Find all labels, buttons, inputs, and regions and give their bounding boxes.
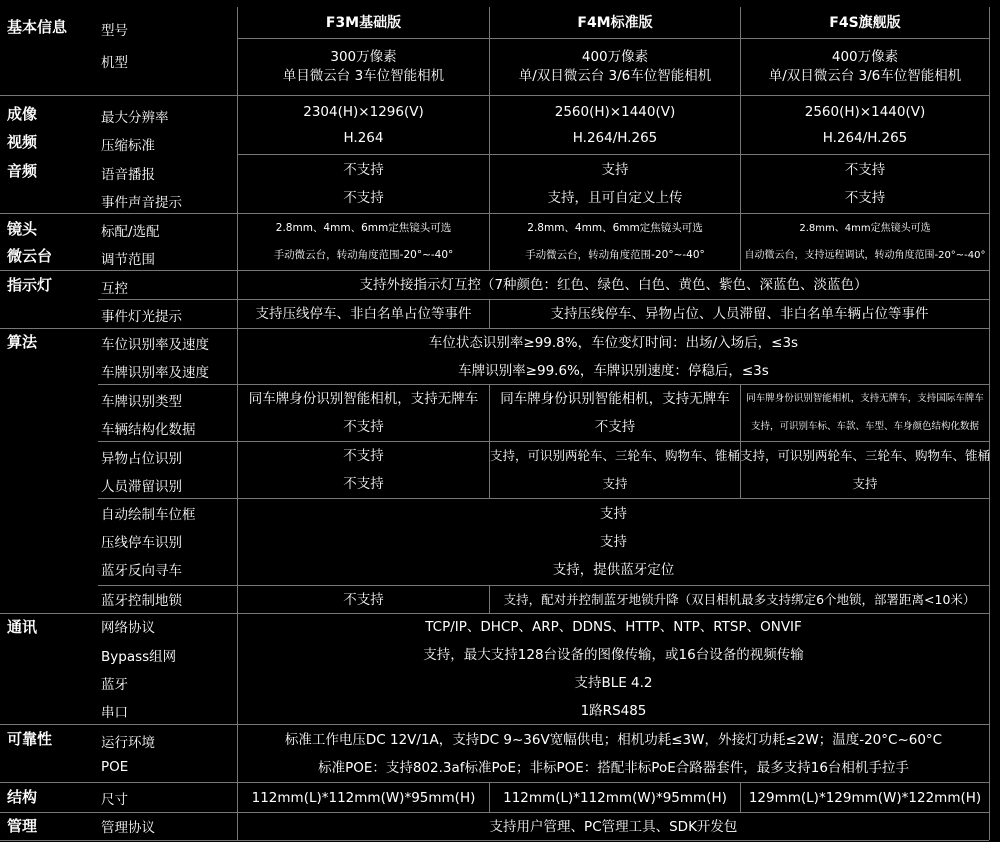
item-codec: 压缩标准	[101, 138, 155, 154]
category-structure: 结构	[7, 788, 38, 806]
ptype-f4s: 同车牌身份识别智能相机，支持无牌车，支持国际车牌车 支持，可识别车标、车款、车型、车身颜色结构化数据	[746, 393, 984, 432]
category-video: 视频	[7, 133, 38, 151]
item-mgmt-proto: 管理协议	[101, 820, 155, 836]
comm-all: TCP/IP、DHCP、ARP、DDNS、HTTP、NTP、RTSP、ONVIF 支持，最大支持128台设备的图像传输，或16台设备的视频传输 支持BLE 4.2 1路RS485	[423, 619, 804, 719]
category-reliability: 可靠性	[7, 730, 53, 748]
item-net: 网络协议	[101, 620, 155, 636]
fobj-f3m: 不支持 不支持	[343, 448, 384, 492]
model-f4m: F4M标准版	[577, 14, 653, 31]
grid-line	[989, 328, 990, 498]
item-lens-cfg: 标配/选配	[101, 224, 160, 240]
category-ptz: 微云台	[7, 247, 53, 265]
item-space-rate: 车位识别率及速度	[101, 337, 209, 353]
fobj-f4m: 支持，可识别两轮车、三轮车、购物车、锥桶 支持	[490, 448, 741, 491]
audio-f4s: 不支持 不支持	[844, 162, 886, 206]
item-event-light: 事件灯光提示	[101, 309, 182, 325]
item-bt: 蓝牙	[101, 677, 128, 693]
category-algorithm: 算法	[7, 333, 38, 351]
item-plate-type: 车牌识别类型	[101, 394, 182, 410]
category-management: 管理	[7, 817, 38, 835]
item-auto-draw: 自动绘制车位框	[101, 507, 196, 523]
category-lens: 镜头	[7, 220, 38, 238]
grid-line	[989, 270, 990, 328]
category-basic: 基本信息	[7, 18, 68, 36]
item-interlock: 互控	[101, 281, 128, 297]
item-env: 运行环境	[101, 735, 155, 751]
model-f3m: F3M基础版	[325, 14, 402, 31]
category-indicator: 指示灯	[7, 276, 53, 294]
model-f4s: F4S旗舰版	[829, 14, 901, 31]
category-comm: 通讯	[7, 618, 38, 636]
type-f4s: 400万像素 单/双目微云台 3/6车位智能相机	[768, 49, 962, 84]
btlock-f3m: 不支持	[343, 591, 384, 608]
grid-line	[989, 498, 990, 782]
item-size: 尺寸	[101, 792, 128, 808]
fobj-f4s: 支持，可识别两轮车、三轮车、购物车、锥桶 支持	[740, 448, 991, 491]
reliability-all: 标准工作电压DC 12V/1A，支持DC 9~36V宽幅供电；相机功耗≤3W，外接灯功耗≤2W；温度-20°C~60°C 标准POE：支持802.3af标准PoE；非标POE：搭配非标PoE合路器套件，最多支持16台相机手拉手	[284, 731, 943, 776]
audio-f3m: 不支持 不支持	[343, 162, 384, 206]
audio-f4m: 支持 支持，且可自定义上传	[547, 162, 683, 206]
features-all: 支持 支持 支持，提供蓝牙定位	[552, 506, 675, 578]
grid-line	[989, 7, 990, 95]
item-vehicle-struct: 车辆结构化数据	[101, 422, 196, 438]
light-f4: 支持压线停车、异物占位、人员滞留、非白名单车辆占位等事件	[550, 306, 929, 322]
lens-f4m: 2.8mm、4mm、6mm定焦镜头可选 手动微云台，转动角度范围-20°~-40°	[525, 222, 705, 261]
item-serial: 串口	[101, 705, 128, 721]
grid-line	[989, 95, 990, 270]
btlock-f4: 支持，配对并控制蓝牙地锁升降（双目相机最多支持绑定6个地锁，部署距离<10米）	[503, 591, 976, 607]
item-event-sound: 事件声音提示	[101, 195, 182, 211]
item-person-stay: 人员滞留识别	[101, 479, 182, 495]
ptype-f3m: 同车牌身份识别智能相机，支持无牌车 不支持	[248, 391, 479, 435]
item-poe: POE	[101, 759, 129, 775]
res-codec-f4m: 2560(H)×1440(V) H.264/H.265	[554, 104, 676, 146]
item-bypass: Bypass组网	[101, 649, 177, 665]
item-bt-find: 蓝牙反向寻车	[101, 563, 182, 579]
mgmt-all: 支持用户管理、PC管理工具、SDK开发包	[489, 818, 738, 835]
category-imaging: 成像	[7, 105, 38, 123]
ptype-f4m: 同车牌身份识别智能相机，支持无牌车 不支持	[500, 391, 730, 435]
rates-all: 车位状态识别率≥99.8%，车位变灯时间：出场/入场后，≤3s 车牌识别率≥99.6%，车牌识别速度：停稳后，≤3s	[428, 334, 799, 379]
item-adjust-range: 调节范围	[101, 252, 155, 268]
category-audio: 音频	[7, 162, 38, 180]
interlock-all: 支持外接指示灯互控（7种颜色：红色、绿色、白色、黄色、紫色、深蓝色、淡蓝色）	[359, 277, 868, 293]
item-line-park: 压线停车识别	[101, 535, 182, 551]
grid-line	[989, 782, 990, 812]
grid-line	[989, 812, 990, 840]
item-model: 型号	[101, 23, 128, 39]
light-f3m: 支持压线停车、非白名单占位等事件	[255, 306, 472, 322]
size-f4m: 112mm(L)*112mm(W)*95mm(H)	[503, 789, 727, 806]
type-f4m: 400万像素 单/双目微云台 3/6车位智能相机	[518, 49, 712, 84]
item-type: 机型	[101, 55, 128, 71]
size-f4s: 129mm(L)*129mm(W)*122mm(H)	[748, 789, 982, 806]
item-max-res: 最大分辨率	[101, 110, 169, 126]
size-f3m: 112mm(L)*112mm(W)*95mm(H)	[251, 789, 476, 806]
res-codec-f3m: 2304(H)×1296(V) H.264	[303, 104, 424, 146]
item-bt-lock: 蓝牙控制地锁	[101, 593, 182, 609]
item-voice: 语音播报	[101, 167, 155, 183]
grid-line	[0, 840, 989, 841]
lens-f3m: 2.8mm、4mm、6mm定焦镜头可选 手动微云台，转动角度范围-20°~-40°	[273, 222, 454, 261]
lens-f4s: 2.8mm、4mm定焦镜头可选 自动微云台，支持远程调试，转动角度范围-20°~-40°	[744, 223, 986, 261]
type-f3m: 300万像素 单目微云台 3车位智能相机	[282, 49, 445, 84]
item-foreign-obj: 异物占位识别	[101, 451, 182, 467]
item-plate-rate: 车牌识别率及速度	[101, 365, 209, 381]
res-codec-f4s: 2560(H)×1440(V) H.264/H.265	[804, 104, 926, 146]
